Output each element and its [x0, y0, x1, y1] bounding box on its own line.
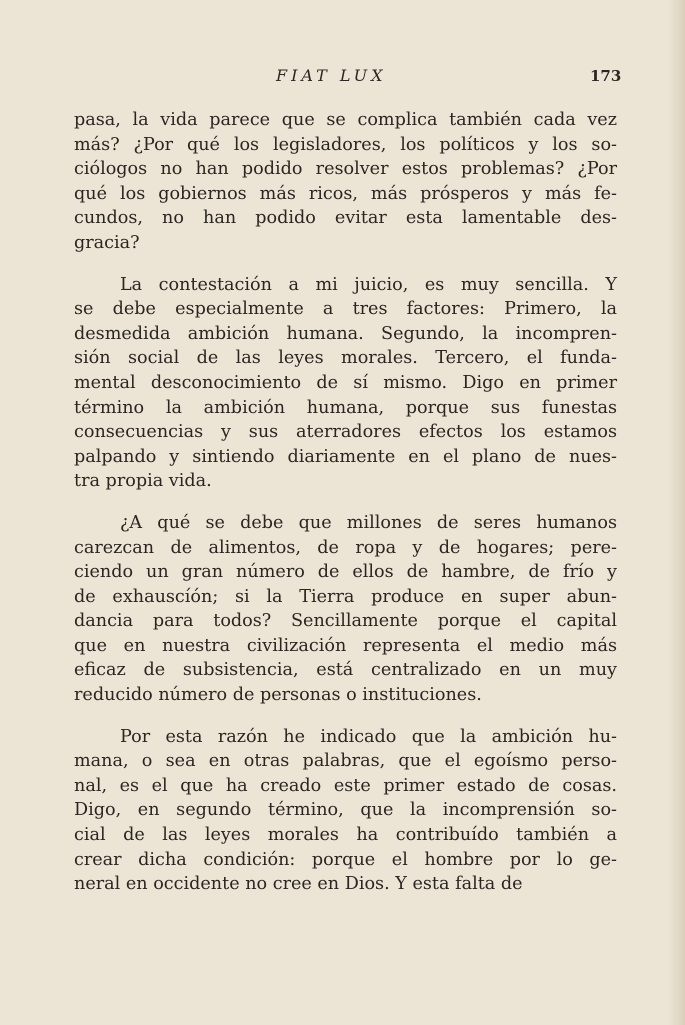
text-line: que en nuestra civilización representa el medio más	[74, 635, 617, 656]
text-line: dancia para todos? Sencillamente porque el capital	[74, 611, 617, 632]
page-edge	[667, 0, 685, 1025]
text-line: ¿A qué se debe que millones de seres humanos	[120, 512, 617, 533]
running-title: FIAT LUX	[276, 66, 387, 85]
paragraph	[74, 511, 617, 708]
text-line: reducido número de personas o instituciones.	[74, 685, 482, 706]
text-line: más? ¿Por qué los legisladores, los políticos y los so-	[74, 134, 617, 155]
text-line: cial de las leyes morales ha contribuído también a	[74, 825, 617, 846]
text-line: Por esta razón he indicado que la ambición hu-	[120, 726, 617, 747]
text-line: consecuencias y sus aterradores efectos los estamos	[74, 422, 617, 443]
text-line: La contestación a mi juicio, es muy sencilla. Y	[120, 274, 617, 295]
text-line: término la ambición humana, porque sus funestas	[74, 397, 617, 418]
text-line: Digo, en segundo término, que la incomprensión so-	[74, 800, 617, 821]
text-line: carezcan de alimentos, de ropa y de hogares; pere-	[74, 537, 617, 558]
text-line: cundos, no han podido evitar esta lamentable des-	[74, 208, 617, 229]
text-line: qué los gobiernos más ricos, más prósperos y más fe-	[74, 183, 617, 204]
text-line: ciólogos no han podido resolver estos problemas? ¿Por	[74, 159, 617, 180]
text-line: pasa, la vida parece que se complica también cada vez	[74, 110, 617, 130]
text-line: ciendo un gran número de ellos de hambre, de frío y	[74, 562, 617, 583]
paragraph	[74, 725, 617, 897]
text-line: gracia?	[74, 232, 140, 253]
text-line: mana, o sea en otras palabras, que el egoísmo perso-	[74, 751, 617, 772]
page-number: 173	[590, 67, 622, 85]
paragraph	[74, 273, 617, 494]
text-line: palpando y sintiendo diariamente en el plano de nues-	[74, 446, 617, 467]
text-line: mental desconocimiento de sí mismo. Digo en primer	[74, 372, 617, 393]
text-line: se debe especialmente a tres factores: Primero, la	[74, 299, 617, 320]
text-line: neral en occidente no cree en Dios. Y esta falta de	[74, 874, 523, 895]
paragraph	[74, 108, 617, 256]
text-line: tra propia vida.	[74, 471, 212, 492]
text-line: nal, es el que ha creado este primer estado de cosas.	[74, 775, 617, 796]
body-text	[74, 108, 617, 914]
text-line: desmedida ambición humana. Segundo, la incompren-	[74, 323, 617, 344]
text-line: sión social de las leyes morales. Tercero, el funda-	[74, 348, 617, 369]
page-header	[0, 66, 685, 92]
text-line: crear dicha condición: porque el hombre por lo ge-	[74, 849, 617, 870]
text-line: de exhauscíón; si la Tierra produce en super abun-	[74, 586, 617, 607]
text-line: eficaz de subsistencia, está centralizado en un muy	[74, 660, 617, 681]
